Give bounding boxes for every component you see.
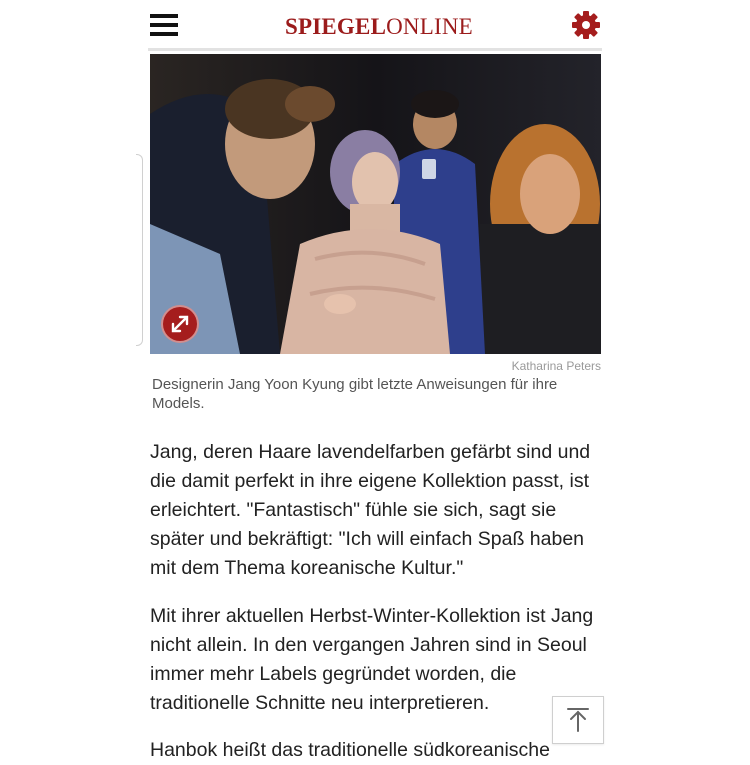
article-paragraph: Hanbok heißt das traditionelle südkoreanische (150, 739, 550, 761)
article-photo[interactable] (150, 54, 601, 354)
back-to-top-button[interactable] (552, 696, 604, 744)
top-bar (148, 0, 602, 52)
photo-credit: Katharina Peters (511, 359, 601, 373)
expand-arrows-icon[interactable] (161, 305, 199, 343)
article-paragraph: Mit ihrer aktuellen Herbst-Winter-Kollektion ist Jang nicht allein. In den vergangen Jahren sind in Seoul immer mehr Labels gegründet worden, die traditionelle Schnitte neu interpretieren. (150, 605, 594, 714)
side-panel-handle[interactable] (136, 154, 143, 346)
photo-caption: Designerin Jang Yoon Kyung gibt letzte Anweisungen für ihre Models. (152, 376, 558, 412)
hamburger-menu-icon[interactable] (150, 14, 178, 36)
gear-icon[interactable] (571, 10, 601, 40)
arrow-up-icon (553, 697, 603, 743)
article-paragraph: Jang, deren Haare lavendelfarben gefärbt sind und die damit perfekt in ihre eigene Kollektion passt, ist erleichtert. "Fantastisch" fühle sie sich, sagt sie später und bekräftigt: "Ich will einfach Spaß haben mit dem Thema koreanische Kultur." (150, 441, 591, 579)
logo-online: ONLINE (386, 14, 473, 39)
logo-spiegel: SPIEGEL (285, 14, 387, 39)
site-logo[interactable] (285, 13, 473, 40)
header-divider (148, 48, 602, 51)
